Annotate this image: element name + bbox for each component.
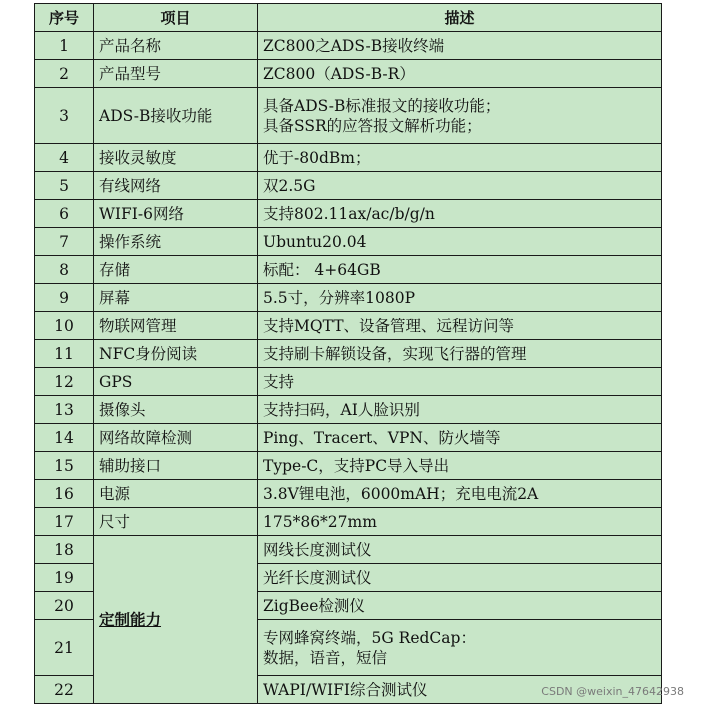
row-item: GPS <box>94 368 258 396</box>
description-line: 光纤长度测试仪 <box>263 568 372 587</box>
table-row <box>35 32 662 60</box>
row-description <box>258 256 662 284</box>
description-line: 双2.5G <box>263 176 316 195</box>
watermark: CSDN @weixin_47642938 <box>541 685 684 698</box>
row-number: 20 <box>35 592 94 620</box>
custom-capability-cell <box>94 536 258 704</box>
row-item: 电源 <box>94 480 258 508</box>
description-line: 具备ADS-B标准报文的接收功能； <box>263 96 501 115</box>
table-row <box>35 340 662 368</box>
row-item: 存储 <box>94 256 258 284</box>
row-number: 16 <box>35 480 94 508</box>
row-description <box>258 592 662 620</box>
row-description <box>258 620 662 676</box>
row-item: 辅助接口 <box>94 452 258 480</box>
row-description <box>258 564 662 592</box>
row-number: 11 <box>35 340 94 368</box>
row-number: 13 <box>35 396 94 424</box>
row-item: 屏幕 <box>94 284 258 312</box>
row-number: 5 <box>35 172 94 200</box>
row-number: 15 <box>35 452 94 480</box>
description-line: ZigBee检测仪 <box>263 596 365 615</box>
table-row <box>35 452 662 480</box>
header-row <box>35 4 662 32</box>
description-line: 3.8V锂电池，6000mAH；充电电流2A <box>263 484 539 503</box>
row-item: 产品型号 <box>94 60 258 88</box>
description-line: 专网蜂窝终端，5G RedCap： <box>263 628 476 647</box>
table-row <box>35 480 662 508</box>
description-line: ZC800之ADS-B接收终端 <box>263 36 445 55</box>
row-description <box>258 32 662 60</box>
table-row <box>35 144 662 172</box>
row-item: 操作系统 <box>94 228 258 256</box>
row-number: 2 <box>35 60 94 88</box>
row-number: 19 <box>35 564 94 592</box>
row-description <box>258 396 662 424</box>
row-description <box>258 536 662 564</box>
description-line: 优于-80dBm； <box>263 148 371 167</box>
row-number: 22 <box>35 676 94 704</box>
description-line: 支持MQTT、设备管理、远程访问等 <box>263 316 515 335</box>
row-description <box>258 284 662 312</box>
row-number: 10 <box>35 312 94 340</box>
row-number: 18 <box>35 536 94 564</box>
description-line: 网线长度测试仪 <box>263 540 372 559</box>
header-no: 序号 <box>35 4 94 32</box>
table-row <box>35 200 662 228</box>
spec-table <box>34 3 662 704</box>
row-item: 网络故障检测 <box>94 424 258 452</box>
header-item: 项目 <box>94 4 258 32</box>
row-description <box>258 312 662 340</box>
row-description <box>258 340 662 368</box>
row-description <box>258 88 662 144</box>
description-line: 支持刷卡解锁设备，实现飞行器的管理 <box>263 344 527 363</box>
description-line: 175*86*27mm <box>263 512 377 531</box>
row-number: 7 <box>35 228 94 256</box>
header-desc: 描述 <box>258 4 662 32</box>
row-item: 摄像头 <box>94 396 258 424</box>
table-row <box>35 368 662 396</box>
row-item: 尺寸 <box>94 508 258 536</box>
table-row <box>35 396 662 424</box>
row-description <box>258 200 662 228</box>
row-description <box>258 452 662 480</box>
description-line: Ubuntu20.04 <box>263 232 367 251</box>
table-row <box>35 424 662 452</box>
row-number: 9 <box>35 284 94 312</box>
table-row <box>35 312 662 340</box>
row-description <box>258 508 662 536</box>
description-line: WAPI/WIFI综合测试仪 <box>263 680 428 699</box>
row-item: ADS-B接收功能 <box>94 88 258 144</box>
row-item: 产品名称 <box>94 32 258 60</box>
row-description <box>258 424 662 452</box>
custom-capability-label: 定制能力 <box>99 609 162 629</box>
row-item: WIFI-6网络 <box>94 200 258 228</box>
row-number: 17 <box>35 508 94 536</box>
row-number: 6 <box>35 200 94 228</box>
row-number: 3 <box>35 88 94 144</box>
row-number: 12 <box>35 368 94 396</box>
row-item: 物联网管理 <box>94 312 258 340</box>
row-description <box>258 172 662 200</box>
row-description <box>258 60 662 88</box>
row-item: NFC身份阅读 <box>94 340 258 368</box>
row-description <box>258 480 662 508</box>
description-line: 5.5寸，分辨率1080P <box>263 288 416 307</box>
table-row <box>35 228 662 256</box>
table-row <box>35 508 662 536</box>
description-line: Ping、Tracert、VPN、防火墙等 <box>263 428 501 447</box>
row-number: 21 <box>35 620 94 676</box>
description-line: 标配： 4+64GB <box>263 260 381 279</box>
description-line: 支持 <box>263 372 295 391</box>
table-row <box>35 88 662 144</box>
description-line: 数据，语音，短信 <box>263 648 388 667</box>
row-number: 14 <box>35 424 94 452</box>
table-row <box>35 172 662 200</box>
table-row <box>35 536 662 564</box>
description-line: 支持802.11ax/ac/b/g/n <box>263 204 435 223</box>
description-line: Type-C，支持PC导入导出 <box>263 456 450 475</box>
description-line: ZC800（ADS-B-R） <box>263 64 415 83</box>
description-line: 具备SSR的应答报文解析功能； <box>263 116 482 135</box>
row-number: 1 <box>35 32 94 60</box>
row-item: 接收灵敏度 <box>94 144 258 172</box>
row-number: 8 <box>35 256 94 284</box>
row-item: 有线网络 <box>94 172 258 200</box>
table-body <box>35 32 662 704</box>
table-row <box>35 60 662 88</box>
row-number: 4 <box>35 144 94 172</box>
table-row <box>35 256 662 284</box>
description-line: 支持扫码，AI人脸识别 <box>263 400 420 419</box>
row-description <box>258 228 662 256</box>
row-description <box>258 144 662 172</box>
table-row <box>35 284 662 312</box>
row-description <box>258 368 662 396</box>
